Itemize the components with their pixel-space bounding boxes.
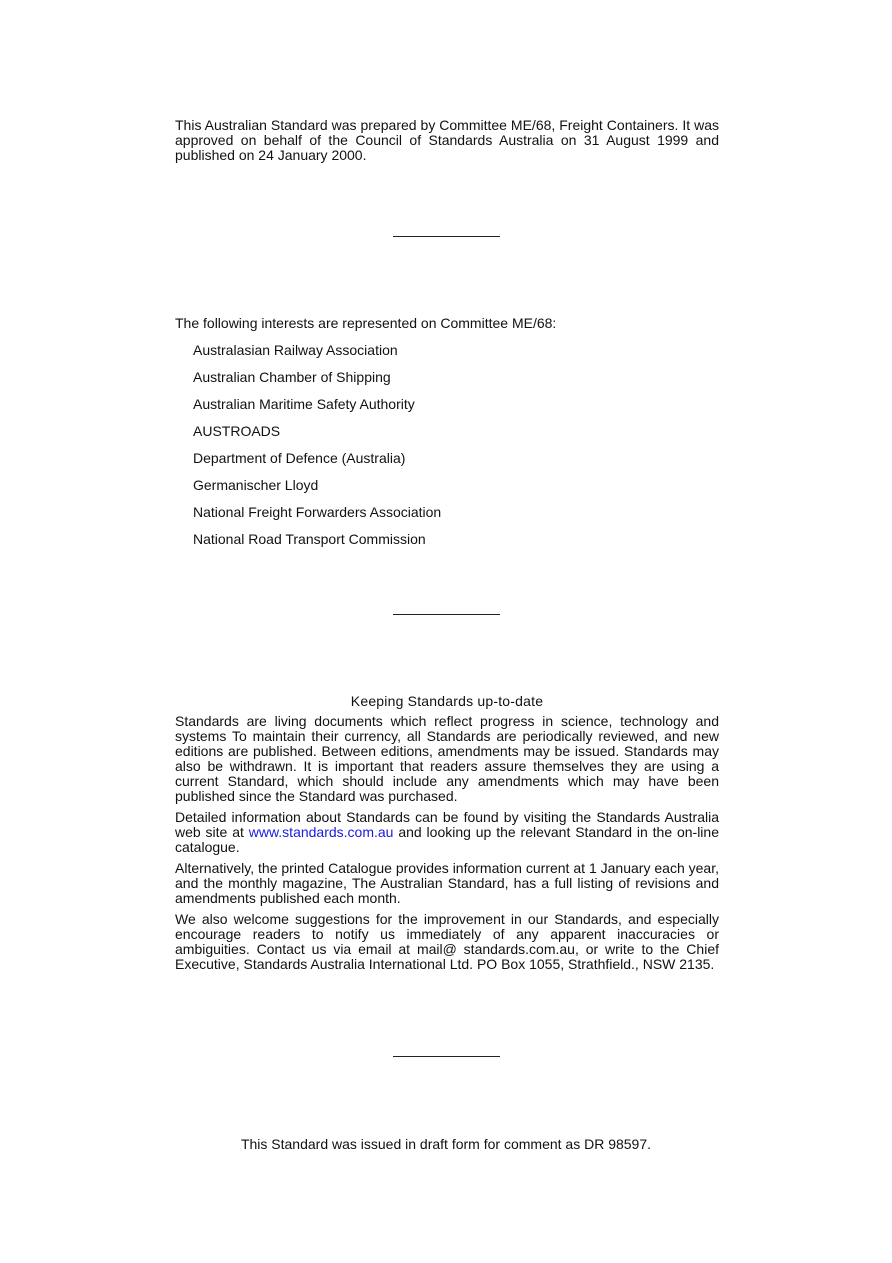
web-site-text-before: Detailed information about Standards can be found by visiting the Standards Australia web site at [175,809,719,840]
divider-1 [393,236,500,237]
paragraph-web-site [175,810,719,855]
list-item: Australian Maritime Safety Authority [193,396,415,412]
paragraph-catalogue: Alternatively, the printed Catalogue provides information current at 1 January each year, and the monthly magazine, The Australian Standard, has a full listing of revisions and amendments published each month. [175,860,719,906]
list-item: National Road Transport Commission [193,531,426,547]
list-item: Department of Defence (Australia) [193,450,406,466]
interests-lead: The following interests are represented on Committee ME/68: [175,315,557,331]
web-site-text-after: and looking up the relevant Standard in the on-line catalogue. [175,824,719,855]
keeping-standards-section [175,693,719,978]
section-heading: Keeping Standards up-to-date [350,693,544,709]
paragraph-suggestions: We also welcome suggestions for the improvement in our Standards, and especially encourage readers to notify us immediately of any apparent inaccuracies or ambiguities. Contact us via email at mail@ standards.com.au, or write to the Chief Executive, Standards Australia International Ltd. PO Box 1055, Strathfield., NSW 2135. [175,911,719,972]
draft-notice: This Standard was issued in draft form for comment as DR 98597. [240,1136,652,1152]
interests-list [175,342,719,547]
list-item: Germanischer Lloyd [193,477,319,493]
committee-interests [175,315,719,547]
list-item: Australian Chamber of Shipping [193,369,391,385]
approval-text: This Australian Standard was prepared by Committee ME/68, Freight Containers. It was approved on behalf of the Council of Standards Australia on 31 August 1999 and published on 24 January 2000. [175,117,719,163]
list-item: AUSTROADS [193,423,281,439]
approval-notice [175,118,719,163]
paragraph-living-documents: Standards are living documents which reflect progress in science, technology and systems To maintain their currency, all Standards are periodically reviewed, and new editions are published. Between editions, amendments may be issued. Standards may also be withdrawn. It is important that readers assure themselves they are using a current Standard, which should include any amendments which may have been published since the Standard was purchased. [175,713,719,804]
divider-3 [393,1056,500,1057]
list-item: Australasian Railway Association [193,342,398,358]
divider-2 [393,614,500,615]
list-item: National Freight Forwarders Association [193,504,442,520]
standards-web-link[interactable]: www.standards.com.au [248,824,394,840]
